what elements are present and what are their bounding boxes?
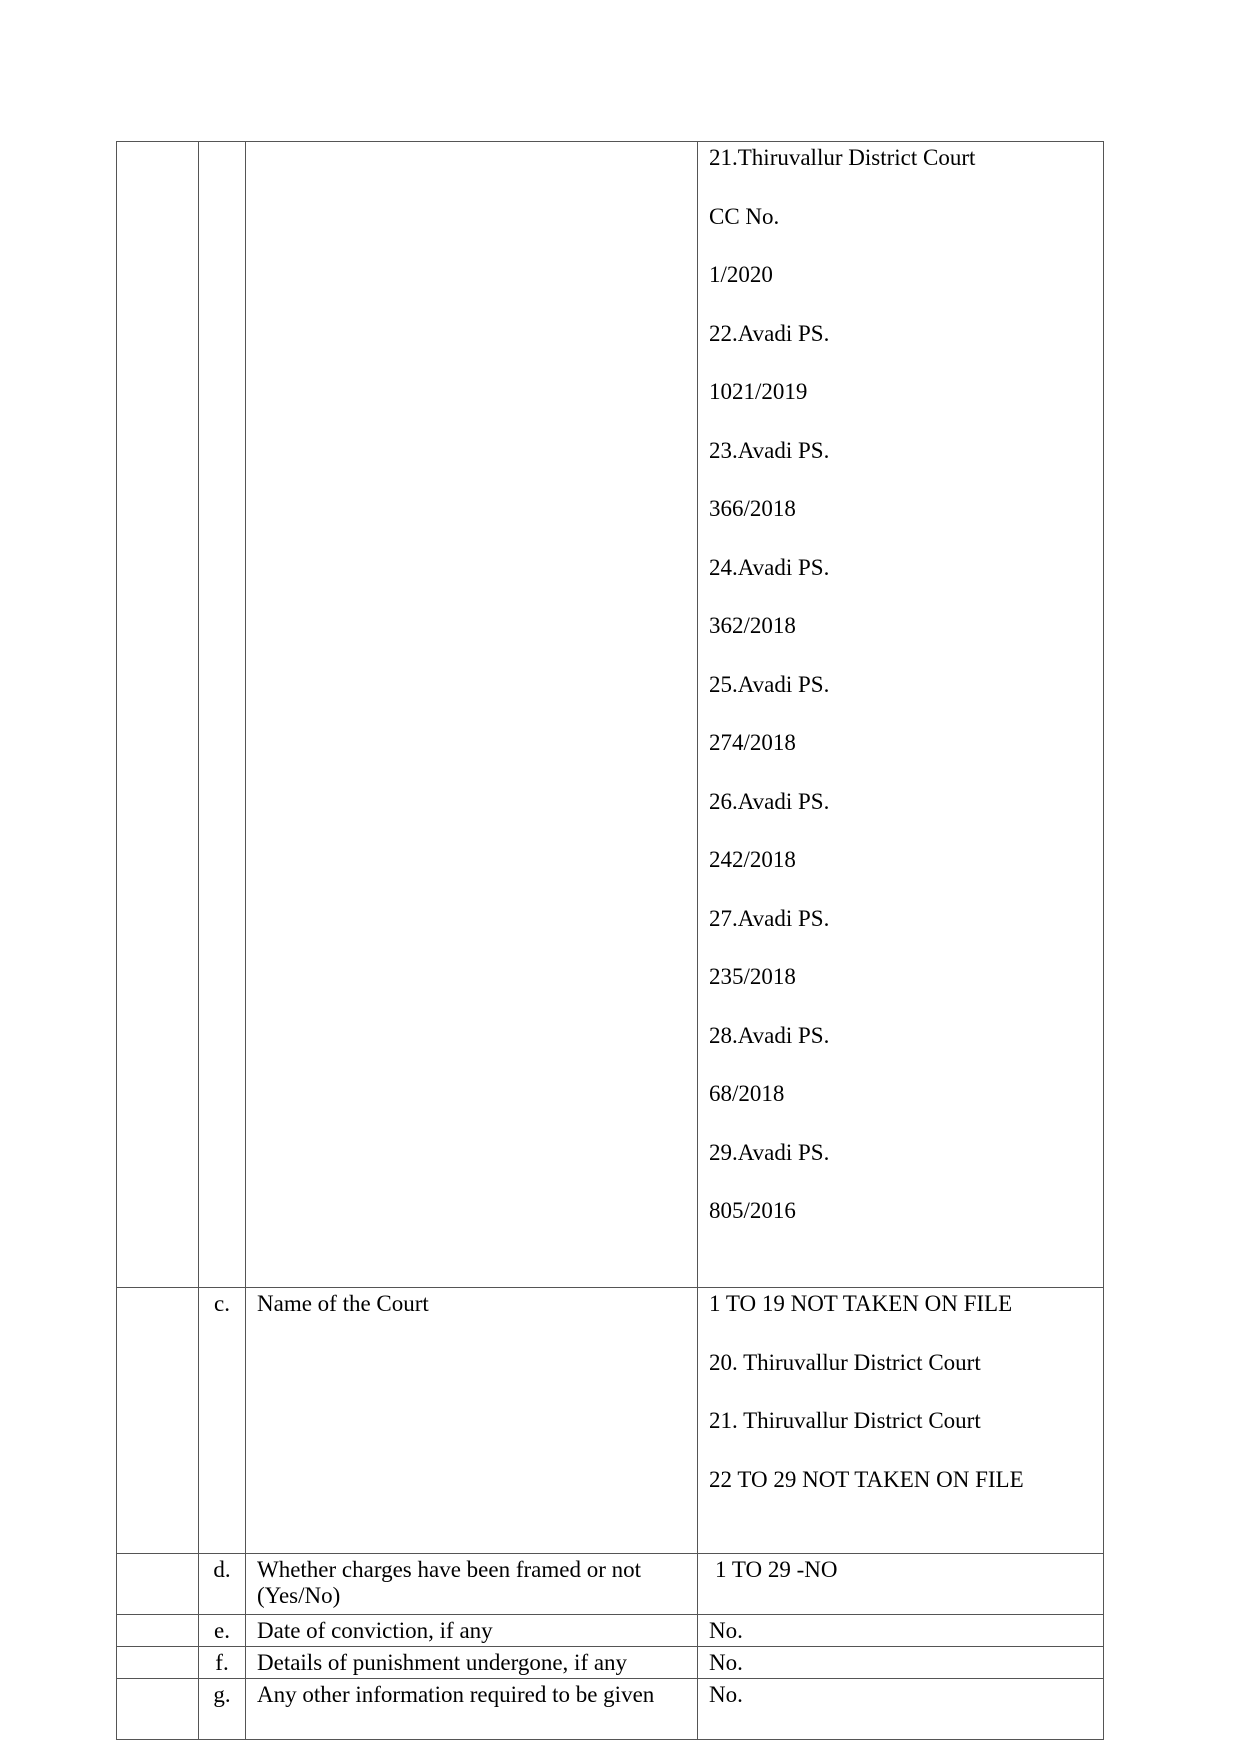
case-entry: 21.Thiruvallur District Court <box>709 145 976 170</box>
case-entry: 805/2016 <box>709 1198 796 1223</box>
row-value: No. <box>698 1647 1104 1679</box>
case-entry: 68/2018 <box>709 1081 785 1106</box>
court-entry: 22 TO 29 NOT TAKEN ON FILE <box>709 1466 1024 1492</box>
row-letter: d. <box>199 1554 246 1615</box>
case-entry: 28.Avadi PS. <box>709 1022 830 1048</box>
court-entry: 21. Thiruvallur District Court <box>709 1408 981 1433</box>
row-letter: g. <box>199 1679 246 1740</box>
row-value <box>698 1554 1104 1615</box>
case-entry: 242/2018 <box>709 847 796 872</box>
case-entry: 366/2018 <box>709 496 796 521</box>
row-label: Date of conviction, if any <box>246 1615 698 1647</box>
charges-value: 1 TO 29 -NO <box>715 1557 838 1582</box>
case-list-cell <box>698 142 1104 1288</box>
case-entry: 25.Avadi PS. <box>709 671 830 697</box>
case-entry: 26.Avadi PS. <box>709 788 830 814</box>
row-label: Whether charges have been framed or not (Yes/No) <box>246 1554 698 1615</box>
row-value: No. <box>698 1615 1104 1647</box>
serial-cell <box>117 1554 199 1615</box>
serial-cell <box>117 1679 199 1740</box>
serial-cell <box>117 1288 199 1554</box>
letter-cell <box>199 142 246 1288</box>
case-entry: 23.Avadi PS. <box>709 437 830 463</box>
serial-cell <box>117 1647 199 1679</box>
row-letter: c. <box>199 1288 246 1554</box>
court-entry: 1 TO 19 NOT TAKEN ON FILE <box>709 1291 1013 1316</box>
case-entry: 24.Avadi PS. <box>709 554 830 580</box>
court-list-cell <box>698 1288 1104 1554</box>
table-row-charges-framed <box>117 1554 1104 1615</box>
row-letter: f. <box>199 1647 246 1679</box>
row-value: No. <box>698 1679 1104 1740</box>
case-entry: 235/2018 <box>709 964 796 989</box>
case-entry: 27.Avadi PS. <box>709 905 830 931</box>
court-list <box>709 1291 1095 1493</box>
affidavit-table <box>116 141 1104 1740</box>
case-list <box>709 145 1095 1224</box>
row-label: Any other information required to be given <box>246 1679 698 1740</box>
description-cell <box>246 142 698 1288</box>
table-row-name-of-court <box>117 1288 1104 1554</box>
case-entry: CC No. <box>709 203 780 229</box>
court-entry: 20. Thiruvallur District Court <box>709 1349 981 1375</box>
serial-cell <box>117 1615 199 1647</box>
case-entry: 1/2020 <box>709 262 773 287</box>
case-entry: 1021/2019 <box>709 379 808 404</box>
table-row-date-of-conviction <box>117 1615 1104 1647</box>
row-letter: e. <box>199 1615 246 1647</box>
table-row-punishment-details <box>117 1647 1104 1679</box>
case-entry: 22.Avadi PS. <box>709 320 830 346</box>
case-entry: 362/2018 <box>709 613 796 638</box>
table-row-cases-continued <box>117 142 1104 1288</box>
row-label: Name of the Court <box>246 1288 698 1554</box>
row-label: Details of punishment undergone, if any <box>246 1647 698 1679</box>
serial-cell <box>117 142 199 1288</box>
case-entry: 29.Avadi PS. <box>709 1139 830 1165</box>
table-row-other-information <box>117 1679 1104 1740</box>
case-entry: 274/2018 <box>709 730 796 755</box>
